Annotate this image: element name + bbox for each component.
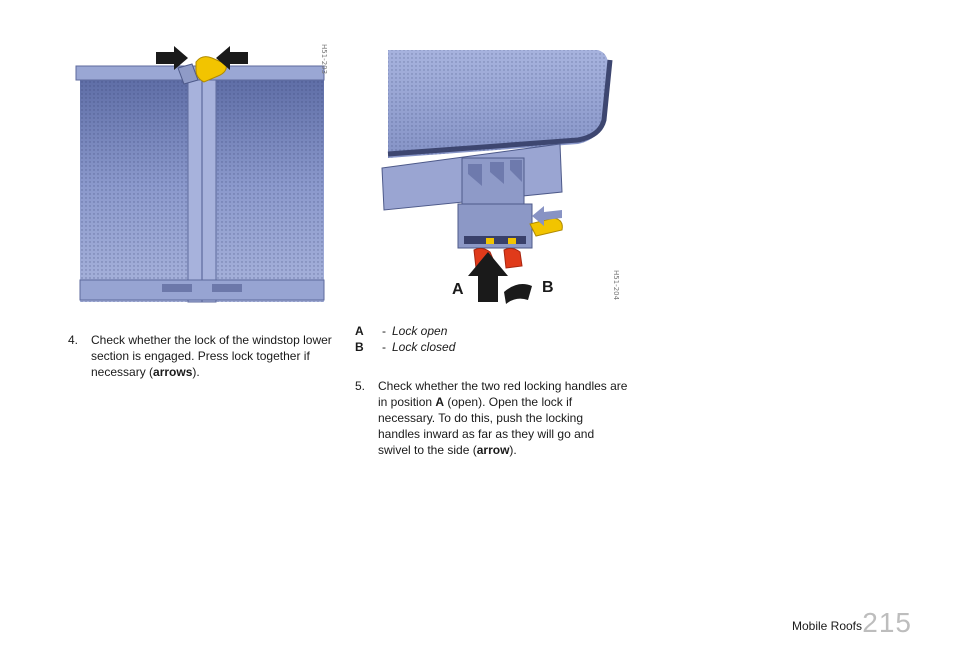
step-text (378, 378, 628, 458)
step-text-part: Check whether the lock of the windstop lower section is engaged. Press lock together if necessary ( (91, 333, 332, 379)
section-title: Mobile Roofs (791, 619, 862, 633)
legend-item-b (355, 339, 555, 355)
page-number: 215 (862, 607, 912, 638)
step-number: 5. (355, 379, 366, 393)
figure-windstop-lock (72, 40, 332, 305)
step-text-bold: arrows (153, 365, 193, 379)
step-text-part: ). (192, 365, 200, 379)
figure-code: H51-203 (320, 44, 328, 75)
legend-dash: - (382, 340, 386, 354)
legend-dash: - (382, 324, 386, 338)
step-text-part: ). (509, 443, 517, 457)
arrow-up-icon (468, 252, 508, 302)
step-text-part: Check whether the two red locking handles are in position (378, 379, 628, 409)
step-text-part: (open). Open the lock if necessary. To do this, push the locking handles inward as far as they will go and swivel to the side ( (378, 395, 595, 457)
legend-value: Lock closed (392, 340, 456, 354)
legend-value: Lock open (392, 324, 448, 338)
windstop-lock-illustration (72, 40, 332, 305)
legend-item-a (355, 323, 555, 339)
step-text-bold: A (435, 395, 445, 409)
label-a: A (452, 281, 464, 298)
figure-locking-handles (378, 40, 624, 308)
step-text (91, 332, 336, 380)
locking-handles-illustration (378, 40, 624, 308)
step-text-bold: arrow (476, 443, 510, 457)
figure-code: H51-204 (612, 270, 620, 301)
figure-legend (355, 323, 555, 355)
legend-key: B (355, 340, 364, 354)
step-number: 4. (68, 333, 79, 347)
legend-key: A (355, 324, 364, 338)
label-b: B (542, 279, 554, 296)
